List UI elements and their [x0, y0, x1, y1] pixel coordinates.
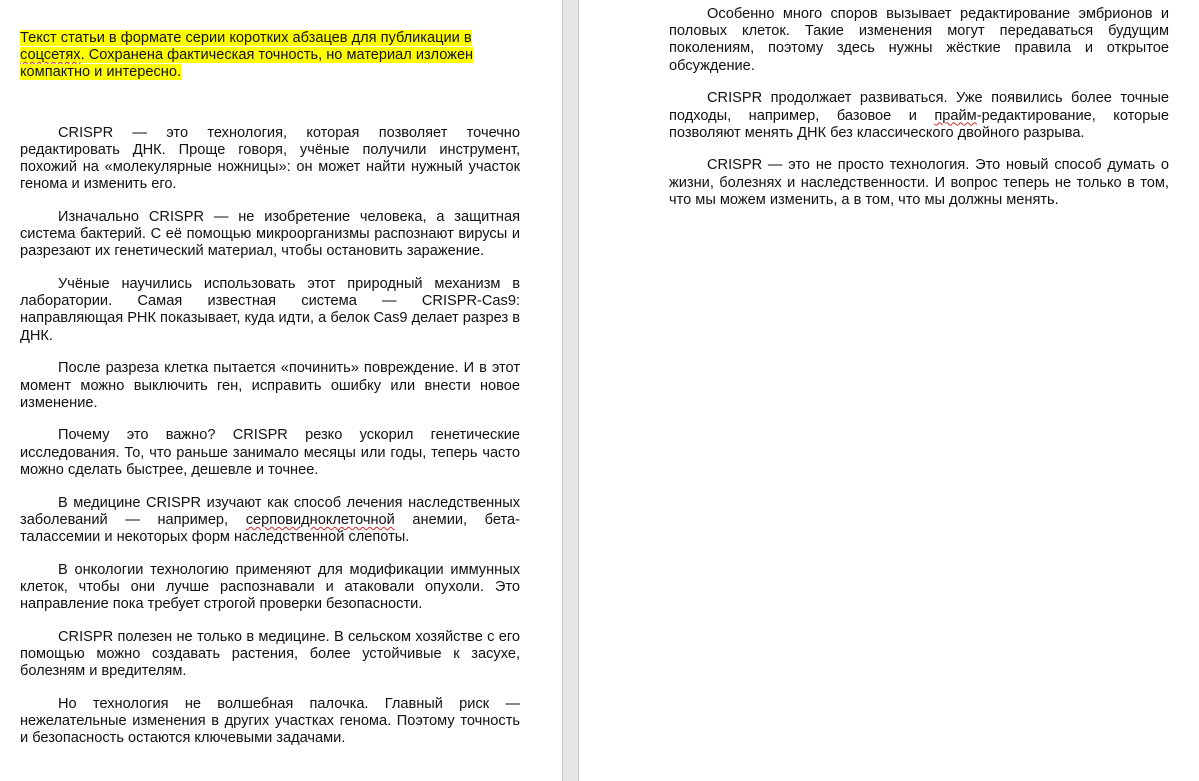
page-left-text-column[interactable]	[20, 30, 520, 748]
paragraph[interactable]: Учёные научились использовать этот природный механизм в лаборатории. Самая известная система — CRISPR-Cas9: направляющая РНК показывает, куда идти, а белок Cas9 делает разрез в ДНК.	[20, 276, 520, 344]
paragraph-text: CRISPR продолжает развиваться. Уже появились более точные подходы, например, базовое и	[669, 90, 1169, 124]
intro-highlighted-paragraph[interactable]	[20, 30, 520, 82]
spellcheck-flagged-word[interactable]: серповидноклеточной	[245, 511, 395, 528]
paragraph[interactable]: Особенно много споров вызывает редактирование эмбрионов и половых клеток. Такие изменения могут передаваться будущим поколениям, поэтому здесь нужны жёсткие правила и открытое обсуждение.	[669, 6, 1169, 74]
paragraph[interactable]: Но технология не волшебная палочка. Главный риск — нежелательные изменения в других участках генома. Поэтому точность и безопасность остаются ключевыми задачами.	[20, 695, 520, 747]
paragraph-medicine[interactable]	[20, 495, 520, 547]
intro-text-part-1: Текст статьи в формате серии коротких абзацев для публикации в	[20, 30, 472, 46]
paragraph[interactable]: Почему это важно? CRISPR резко ускорил генетические исследования. То, что раньше занимало месяцы или годы, теперь часто можно сделать быстрее, дешевле и точнее.	[20, 427, 520, 478]
paragraph[interactable]: CRISPR полезен не только в медицине. В сельском хозяйстве с его помощью можно создавать растения, более устойчивые к засухе, болезням и вредителям.	[20, 628, 520, 680]
paragraph-text: анемии, бета-талассемии и некоторых форм наследственной слепоты.	[20, 511, 520, 545]
highlighted-text[interactable]	[20, 30, 473, 80]
page-right-text-column[interactable]	[669, 6, 1169, 209]
paragraph[interactable]: CRISPR — это не просто технология. Это новый способ думать о жизни, болезнях и наследственности. И вопрос теперь не только в том, что мы можем изменить, а в том, что мы должны менять.	[669, 157, 1169, 208]
paragraph-text: В медицине CRISPR изучают как способ лечения наследственных заболеваний — например,	[20, 494, 520, 528]
spellcheck-flagged-word[interactable]: прайм	[934, 107, 977, 124]
paragraph[interactable]: После разреза клетка пытается «починить» повреждение. И в этот момент можно выключить ген, исправить ошибку или внести новое изменение.	[20, 360, 520, 411]
document-page-left[interactable]	[0, 0, 562, 781]
paragraph-prime-editing[interactable]	[669, 90, 1169, 142]
paragraph[interactable]: CRISPR — это технология, которая позволяет точечно редактировать ДНК. Проще говоря, учёные получили инструмент, похожий на «молекулярные ножницы»: он может найти нужный участок генома и изменить его.	[20, 124, 520, 193]
intro-text-part-2: . Сохранена фактическая точность, но материал изложен компактно и интересно.	[20, 47, 474, 81]
page-separator	[562, 0, 579, 781]
paragraph[interactable]: В онкологии технологию применяют для модификации иммунных клеток, чтобы они лучше распознавали и атаковали опухоли. Это направление пока требует строгой проверки безопасности.	[20, 561, 520, 613]
paragraph-text: -редактирование, которые позволяют менять ДНК без классического двойного разрыва.	[669, 107, 1169, 141]
document-page-right[interactable]	[579, 0, 1199, 781]
paragraph[interactable]: Изначально CRISPR — не изобретение человека, а защитная система бактерий. С её помощью микроорганизмы распознают вирусы и разрезают их генетический материал, чтобы остановить заражение.	[20, 208, 520, 260]
spellcheck-flagged-word[interactable]: соцсетях	[20, 47, 81, 64]
